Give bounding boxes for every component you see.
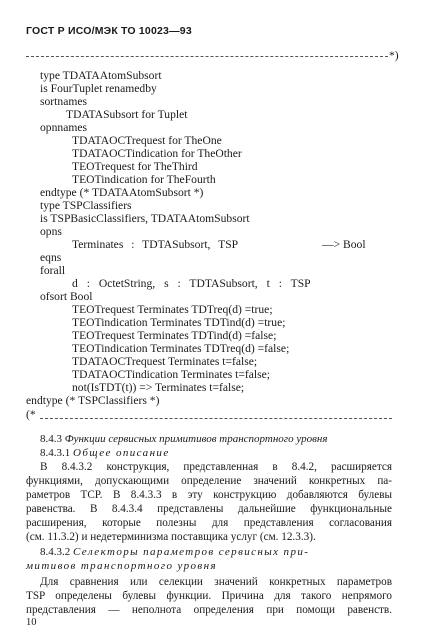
code-line: TEOTrequest Terminates TDTreq(d) =true; (72, 303, 273, 316)
code-line: sortnames (40, 95, 88, 108)
code-line: TEOTindication Terminates TDTreq(d) =false; (72, 342, 290, 355)
code-line: TEOTrequest Terminates TDTind(d) =false; (72, 329, 277, 342)
code-end-rule (40, 418, 392, 419)
running-header: ГОСТ Р ИСО/МЭК ТО 10023—93 (26, 25, 192, 37)
code-line: TEOTindication for TheFourth (72, 173, 216, 186)
subsection-heading (40, 546, 309, 558)
code-line: opns (40, 225, 62, 238)
code-line: TDATAOCTrequest Terminates t=false; (72, 355, 258, 368)
code-line: eqns (40, 251, 62, 264)
subsection-heading (40, 447, 170, 459)
paragraph-line: В 8.4.3.2 конструкция, представленная в 8.4.2, расширяется (40, 461, 392, 473)
subsection-number: 8.4.3.2 (40, 546, 71, 558)
code-line: TEOTindication Terminates TDTind(d) =true; (72, 316, 286, 329)
paragraph-line: TSP определены булевы функции. Причина для такого непрямого (26, 590, 392, 602)
subsection-title-cont: митивов транспортного уровня (26, 560, 217, 572)
code-line: TDATAOCTindication Terminates t=false; (72, 368, 271, 381)
subsection-title: Общее описание (73, 447, 170, 459)
paragraph-line: Для сравнения или селекции значений конкретных параметров (40, 576, 392, 588)
subsection-title: Селекторы параметров сервисных при- (73, 546, 310, 558)
code-line: —> Bool (322, 238, 366, 251)
paragraph-line: раметров TCP. В 8.4.3.3 в эту конструкцию добавляются булевы (26, 489, 392, 501)
paragraph-line: представления — неполнота определения при помощи равенств. (26, 604, 392, 616)
paragraph-line: функциями, допускающими определение значений конкретных па- (26, 475, 392, 487)
paragraph-line: (см. 11.3.2) и недетерминизма поставщика услуг (см. 12.3.3). (26, 531, 316, 543)
code-line: type TSPClassifiers (40, 199, 132, 212)
code-line: TDATAOCTindication for TheOther (72, 147, 242, 160)
code-line: type TDATAAtomSubsort (40, 69, 162, 82)
header-rule (26, 56, 388, 57)
code-line: is TSPBasicClassifiers, TDATAAtomSubsort (40, 212, 250, 225)
paragraph-line: равенства. В 8.4.3.4 представлены дальнейшие функциональные (26, 503, 392, 515)
page-number: 10 (26, 617, 37, 628)
code-line: forall (40, 264, 66, 277)
paragraph-line: расширения, которые полезны для представления согласования (26, 517, 392, 529)
subsection-number: 8.4.3.1 (40, 447, 71, 459)
code-line: is FourTuplet renamedby (40, 82, 157, 95)
code-line: Terminates : TDTASubsort, TSP (72, 238, 239, 251)
code-line: TDATAOCTrequest for TheOne (72, 134, 222, 147)
code-line: endtype (* TDATAAtomSubsort *) (40, 186, 204, 199)
header-rule-end: *) (389, 49, 399, 62)
code-line: opnnames (40, 121, 88, 134)
code-line: endtype (* TSPClassifiers *) (26, 394, 160, 407)
section-title: Функции сервисных примитивов транспортного уровня (64, 433, 328, 445)
code-line: TDATASubsort for Tuplet (66, 108, 188, 121)
code-line: d : OctetString, s : TDTASubsort, t : TSP (72, 277, 311, 290)
code-line: ofsort Bool (40, 290, 93, 303)
code-line: (* (26, 408, 36, 421)
section-heading (40, 433, 327, 445)
code-line: TEOTrequest for TheThird (72, 160, 198, 173)
code-line: not(IsTDT(t)) => Terminates t=false; (72, 381, 245, 394)
section-number: 8.4.3 (40, 433, 62, 445)
